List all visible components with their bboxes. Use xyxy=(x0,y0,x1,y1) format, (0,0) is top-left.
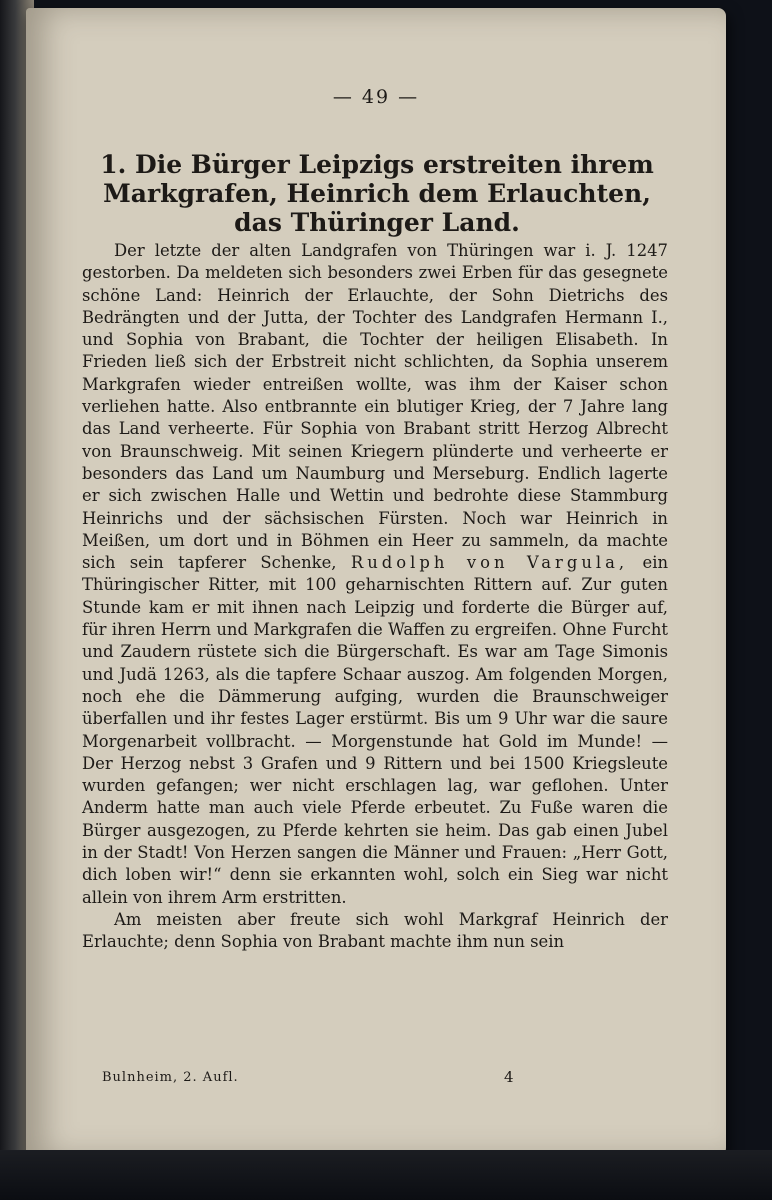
spaced-name: Rudolph von Vargula, xyxy=(350,553,629,573)
printer-signature: Bulnheim, 2. Aufl. xyxy=(102,1070,239,1085)
body-text xyxy=(82,240,668,954)
paragraph-text: Der letzte der alten Landgrafen von Thüringen war i. J. 1247 gestorben. Da meldeten sich besonders zwei Erben für das gesegnete schöne Land: Heinrich der Erlauchte, der Sohn Dietrichs des Bedrängten und der Jutta, der Tochter des Landgrafen Hermann I., und Sophia von Brabant, die Tochter der heiligen Elisabeth. In Frieden ließ sich der Erbstreit nicht schlichten, da Sophia unserem Markgrafen wieder entreißen wollte, was ihm der Kaiser schon verliehen hatte. Also entbrannte ein blutiger Krieg, der 7 Jahre lang das Land verheerte. Für Sophia von Brabant stritt Herzog Albrecht von Braunschweig. Mit seinen Kriegern plünderte und verheerte er besonders das Land um Naumburg und Merseburg. Endlich lagerte er sich zwischen Halle und Wettin und bedrohte diese Stammburg Heinrichs und der sächsischen Fürsten. Noch war Heinrich in Meißen, um dort und in Böhmen ein Heer zu sammeln, da machte sich sein tapferer Schenke, xyxy=(82,241,668,573)
page-number: — 49 — xyxy=(332,86,420,108)
sheet-mark: 4 xyxy=(504,1068,514,1086)
paragraph xyxy=(82,240,668,909)
paragraph-text: ein Thüringischer Ritter, mit 100 geharnischten Rittern auf. Zur guten Stunde kam er mit ihnen nach Leipzig und forderte die Bürger auf, für ihren Herrn und Markgrafen die Waffen zu ergreifen. Ohne Furcht und Zaudern rüstete sich die Bürgerschaft. Es war am Tage Simonis und Judä 1263, als die tapfere Schaar auszog. Am folgenden Morgen, noch ehe die Dämmerung aufging, wurden die Braunschweiger überfallen und ihr festes Lager erstürmt. Bis um 9 Uhr war die saure Morgenarbeit vollbracht. — Morgenstunde hat Gold im Munde! — Der Herzog nebst 3 Grafen und 9 Rittern und bei 1500 Kriegsleute wurden gefangen; wer nicht erschlagen lag, war geflohen. Unter Anderm hatte man auch viele Pferde erbeutet. Zu Fuße waren die Bürger ausgezogen, zu Pferde kehrten sie heim. Das gab einen Jubel in der Stadt! Von Herzen sangen die Männer und Frauen: „Herr Gott, dich loben wir!“ denn sie erkannten wohl, solch ein Sieg war nicht allein von ihrem Arm erstritten. xyxy=(82,553,668,907)
background-shadow xyxy=(0,1150,772,1200)
chapter-title: 1. Die Bürger Leipzigs erstreiten ihrem Markgrafen, Heinrich dem Erlauchten, das Thüringer Land. xyxy=(100,150,654,237)
paragraph: Am meisten aber freute sich wohl Markgraf Heinrich der Erlauchte; denn Sophia von Brabant machte ihm nun sein xyxy=(82,909,668,952)
book-page xyxy=(26,8,726,1158)
